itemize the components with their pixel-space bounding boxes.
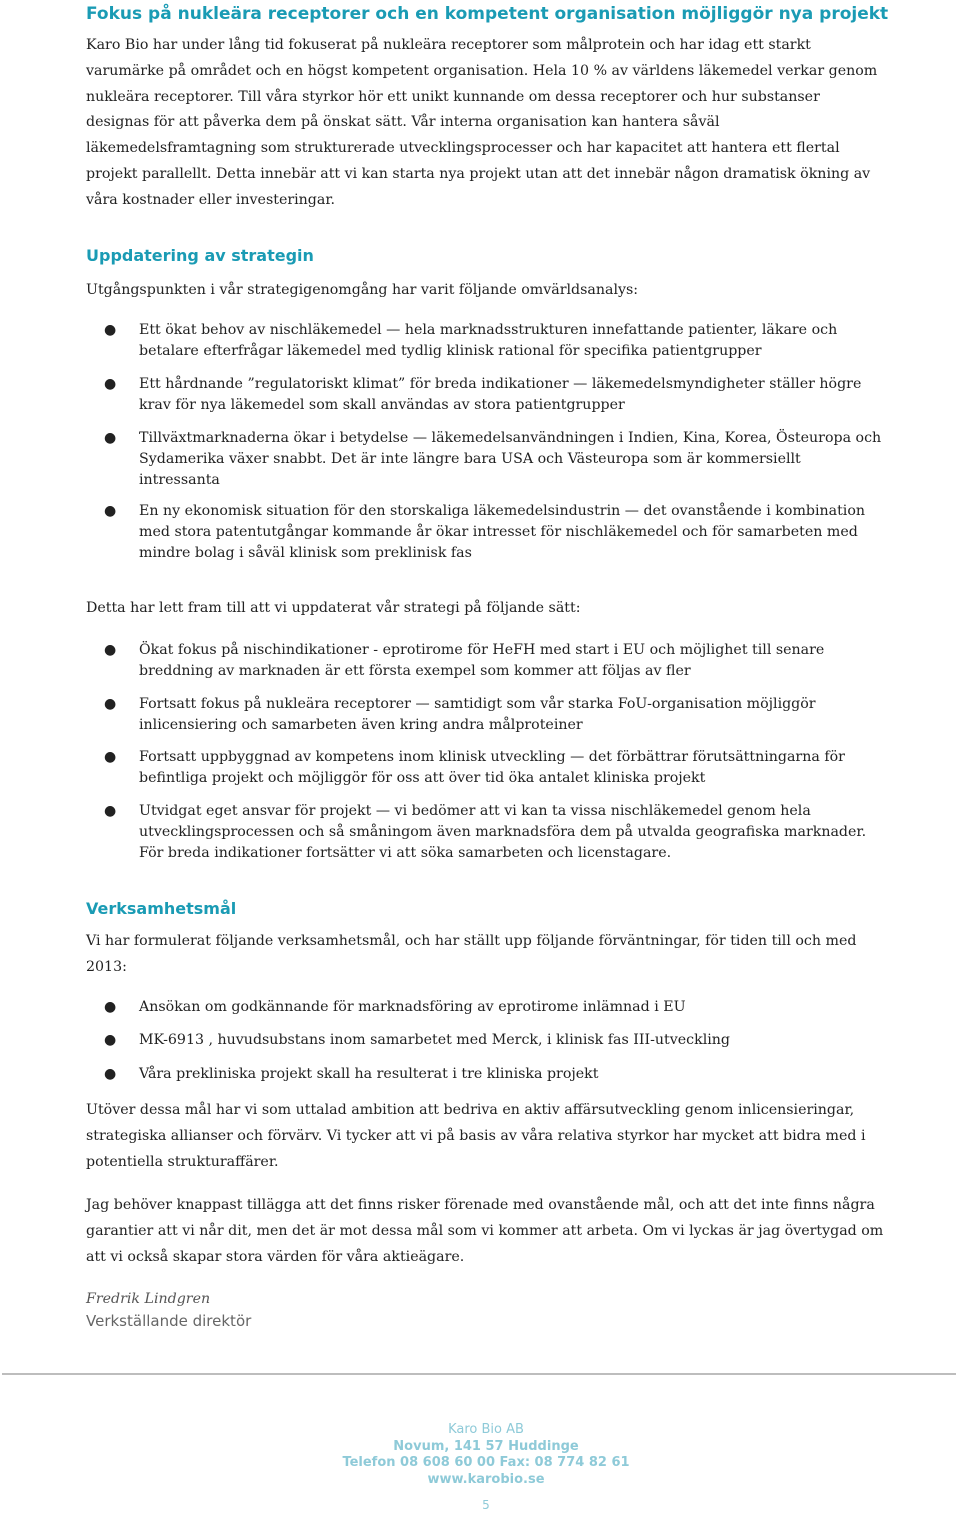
bullet-icon: ● bbox=[104, 503, 117, 519]
goals-intro: Vi har formulerat följande verksamhetsmål, och har ställt upp följande förväntningar, för tiden till och med 2013: bbox=[86, 933, 857, 975]
bullet-icon: ● bbox=[104, 696, 117, 712]
section-heading-strategi: Uppdatering av strategin bbox=[86, 246, 314, 265]
bullet-icon: ● bbox=[104, 642, 117, 658]
signature-title: Verkställande direktör bbox=[86, 1312, 252, 1330]
intro-paragraph: Karo Bio har under lång tid fokuserat på nukleära receptorer som målprotein och har idag ett starkt varumärke på området och en högst kompetent organisation. Hela 10 % av världens läkemedel verkar genom nukleära receptorer. Till våra styrkor hör ett unikt kunnande om dessa receptorer och hur substanser designas för att påverka dem på önskat sätt. Vår interna organisation kan hantera såväl läkemedelsframtagning som strukturerade utvecklingsprocesser och har kapacitet att hantera ett flertal projekt parallellt. Detta innebär att vi kan starta nya projekt utan att det innebär någon dramatisk ökning av våra kostnader eller investeringar. bbox=[86, 37, 878, 208]
list-item: ● Våra prekliniska projekt skall ha resulterat i tre kliniska projekt bbox=[86, 1064, 886, 1085]
signature-name: Fredrik Lindgren bbox=[86, 1291, 211, 1307]
list-item: ● Fortsatt fokus på nukleära receptorer — samtidigt som vår starka FoU-organisation möjliggör inlicensiering och samarbeten även kring andra målproteiner bbox=[104, 696, 816, 733]
bullet-icon: ● bbox=[104, 1032, 117, 1048]
footer-website: www.karobio.se bbox=[427, 1471, 545, 1487]
list-item: ● Fortsatt uppbyggnad av kompetens inom klinisk utveckling — det förbättrar förutsättningarna för befintliga projekt och möjliggör för oss att över tid öka antalet kliniska projekt bbox=[104, 749, 845, 786]
section-heading-verksamhetsmal: Verksamhetsmål bbox=[86, 899, 237, 918]
footer-address: Novum, 141 57 Huddinge bbox=[393, 1438, 579, 1454]
section-heading-fokus: Fokus på nukleära receptorer och en kompetent organisation möjliggör nya projekt bbox=[86, 4, 889, 24]
bullet-icon: ● bbox=[104, 749, 117, 765]
page-number: 5 bbox=[482, 1498, 490, 1512]
bullet-icon: ● bbox=[104, 803, 117, 819]
list-item: ● Ökat fokus på nischindikationer - eprotirome för HeFH med start i EU och möjlighet till senare breddning av marknaden är ett första exempel som kommer att följas av fler bbox=[104, 642, 825, 679]
bullet-icon: ● bbox=[104, 1066, 117, 1082]
footer-phone: Telefon 08 608 60 00 Fax: 08 774 82 61 bbox=[342, 1455, 630, 1470]
list-item: ● MK-6913 , huvudsubstans inom samarbetet med Merck, i klinisk fas III-utveckling bbox=[86, 1030, 886, 1051]
bullet-icon: ● bbox=[104, 430, 117, 446]
list-item: ● Utvidgat eget ansvar för projekt — vi bedömer att vi kan ta vissa nischläkemedel genom hela utvecklingsprocessen och så småningom även marknadsföra dem på utvalda geografiska marknader. För breda indikationer fortsätter vi att söka samarbeten och licenstagare. bbox=[104, 803, 867, 861]
list-item: ● Ett ökat behov av nischläkemedel — hela marknadsstrukturen innefattande patienter, läkare och betalare efterfrågar läkemedel med tydlig klinisk rational för specifika patientgrupper bbox=[104, 322, 838, 359]
bullet-icon: ● bbox=[104, 322, 117, 338]
list-item: ● En ny ekonomisk situation för den storskaliga läkemedelsindustrin — det ovanstående i kombination med stora patentutgångar kommande år ökar intresset för nischläkemedel och för samarbeten med mindre bolag i såväl klinisk som preklinisk fas bbox=[104, 503, 866, 561]
ambition-paragraph: Utöver dessa mål har vi som uttalad ambition att bedriva en aktiv affärsutveckling genom inlicensieringar, strategiska allianser och förvärv. Vi tycker att vi på basis av våra relativa styrkor har mycket att bidra med i potentiella strukturaffärer. bbox=[86, 1102, 866, 1170]
footer bbox=[0, 1422, 960, 1488]
list-item: ● Tillväxtmarknaderna ökar i betydelse — läkemedelsanvändningen i Indien, Kina, Korea, Östeuropa och Sydamerika växer snabbt. Det är inte längre bara USA och Västeuropa som är kommersiellt intressanta bbox=[104, 430, 882, 488]
bullet-icon: ● bbox=[104, 376, 117, 392]
list-item: ● Ett hårdnande ”regulatoriskt klimat” för breda indikationer — läkemedelsmyndigheter ställer högre krav för nya läkemedel som skall användas av stora patientgrupper bbox=[104, 376, 862, 413]
bullet-icon: ● bbox=[104, 999, 117, 1015]
footer-divider bbox=[2, 1373, 956, 1375]
closing-paragraph: Jag behöver knappast tillägga att det finns risker förenade med ovanstående mål, och att det inte finns några garantier att vi når dit, men det är mot dessa mål som vi kommer att arbeta. Om vi lyckas är jag övertygad om att vi också skapar stora värden för våra aktieägare. bbox=[86, 1197, 884, 1265]
footer-company: Karo Bio AB bbox=[448, 1422, 524, 1437]
analysis-intro: Utgångspunkten i vår strategigenomgång har varit följande omvärldsanalys: bbox=[86, 282, 639, 298]
list-item: ● Ansökan om godkännande för marknadsföring av eprotirome inlämnad i EU bbox=[86, 997, 886, 1018]
strategy-intro: Detta har lett fram till att vi uppdaterat vår strategi på följande sätt: bbox=[86, 600, 581, 616]
